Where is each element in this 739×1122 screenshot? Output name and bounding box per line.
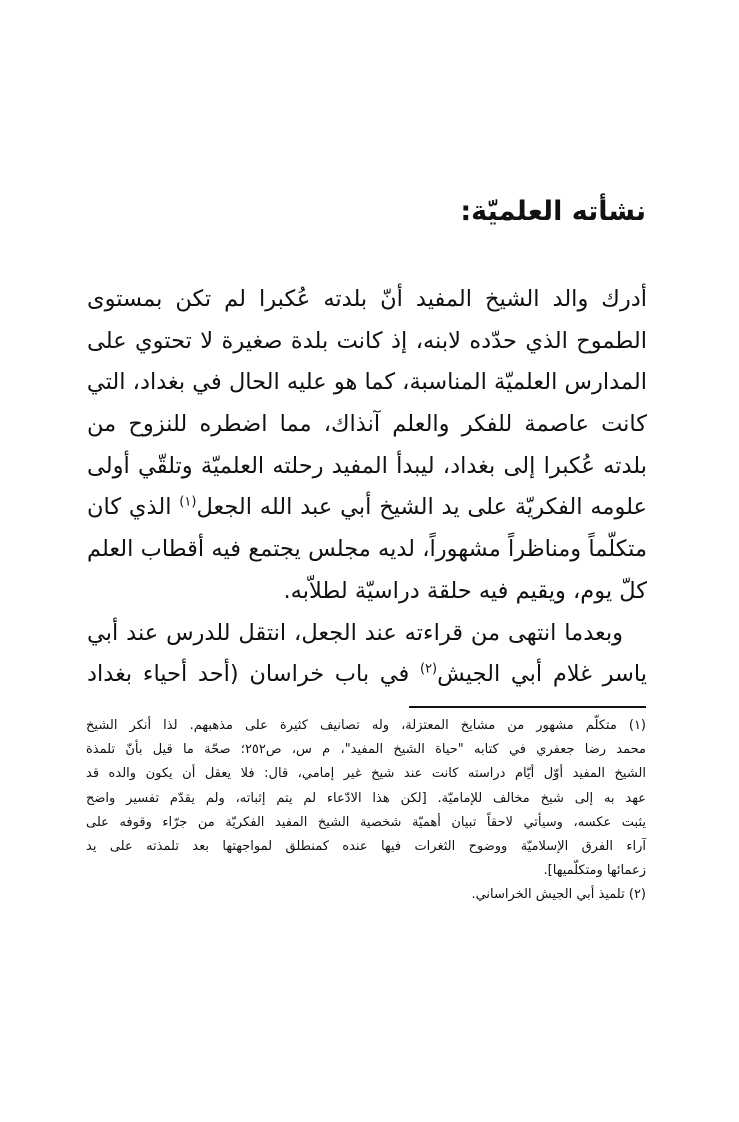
footnote-line: الشيخ المفيد أوّل أيّام دراسته كانت عند شيخ غير إمامي، قال: فلا يعقل أن يكون والده قد	[86, 766, 646, 782]
footnote-ref-2[interactable]: (٢)	[419, 661, 438, 677]
footnote-line: آراء الفرق الإسلاميّة ووضوح الثغرات فيها عنده كمنطلق لمواجهتها بعد تلمذته على يد	[86, 838, 646, 854]
section-heading: نشأته العلميّة:	[460, 196, 646, 227]
body-line: المدارس العلميّة المناسبة، كما هو عليه الحال في بغداد، التي	[86, 369, 647, 396]
footnote-line: عهد به إلى شيخ مخالف للإماميّة. [لكن هذا الادّعاء لم يتم إثباته، ولم يقدّم تفسير واضح	[86, 790, 646, 806]
body-line-text: علومه الفكريّة على يد الشيخ أبي عبد الله الجعل	[196, 494, 647, 521]
body-line: كلّ يوم، ويقيم فيه حلقة دراسيّة لطلاّبه.	[283, 577, 647, 604]
body-text	[87, 279, 647, 696]
footnote-line: زعمائها ومتكلّميها].	[543, 863, 646, 879]
body-line: الطموح الذي حدّده لابنه، إذ كانت بلدة صغيرة لا تحتوي على	[87, 327, 647, 354]
body-line-with-footnote-1	[87, 487, 647, 529]
footnotes	[86, 714, 646, 908]
footnote-ref-1[interactable]: (١)	[179, 494, 197, 510]
footnote-line: (٢) تلميذ أبي الجيش الخراساني.	[471, 887, 646, 903]
body-line: متكلّماً ومناظراً مشهوراً، لديه مجلس يجتمع فيه أقطاب العلم	[87, 536, 647, 563]
body-line-text: ياسر غلام أبي الجيش	[437, 661, 647, 688]
footnote-line: محمد رضا جعفري في كتابه "حياة الشيخ المفيد"، م س، ص٢٥٢؛ صحّة ما قيل بأنّ تلمذة	[86, 742, 646, 758]
body-line-text: في باب خراسان (أحد أحياء بغداد	[87, 661, 410, 688]
footnote-separator	[409, 706, 646, 708]
body-line-with-footnote-2	[87, 654, 647, 696]
body-line-text: الذي كان	[87, 494, 180, 521]
body-line: أدرك والد الشيخ المفيد أنّ بلدته عُكبرا لم تكن بمستوى	[87, 286, 647, 312]
body-line: بلدته عُكبرا إلى بغداد، ليبدأ المفيد رحلته العلميّة وتلقّي أولى	[87, 452, 647, 479]
body-line: وبعدما انتهى من قراءته عند الجعل، انتقل للدرس عند أبي	[87, 619, 623, 646]
footnote-line: (١) متكلّم مشهور من مشايخ المعتزلة، وله تصانيف كثيرة على مذهبهم. لذا أنكر الشيخ	[86, 718, 646, 733]
footnote-line: يثبت عكسه، وسيأتي لاحقاً تبيان أهميّة شخصية الشيخ المفيد الفكريّة من جرّاء وقوفه على	[86, 814, 646, 830]
body-line: كانت عاصمة للفكر والعلم آنذاك، مما اضطره للنزوح من	[87, 411, 647, 438]
